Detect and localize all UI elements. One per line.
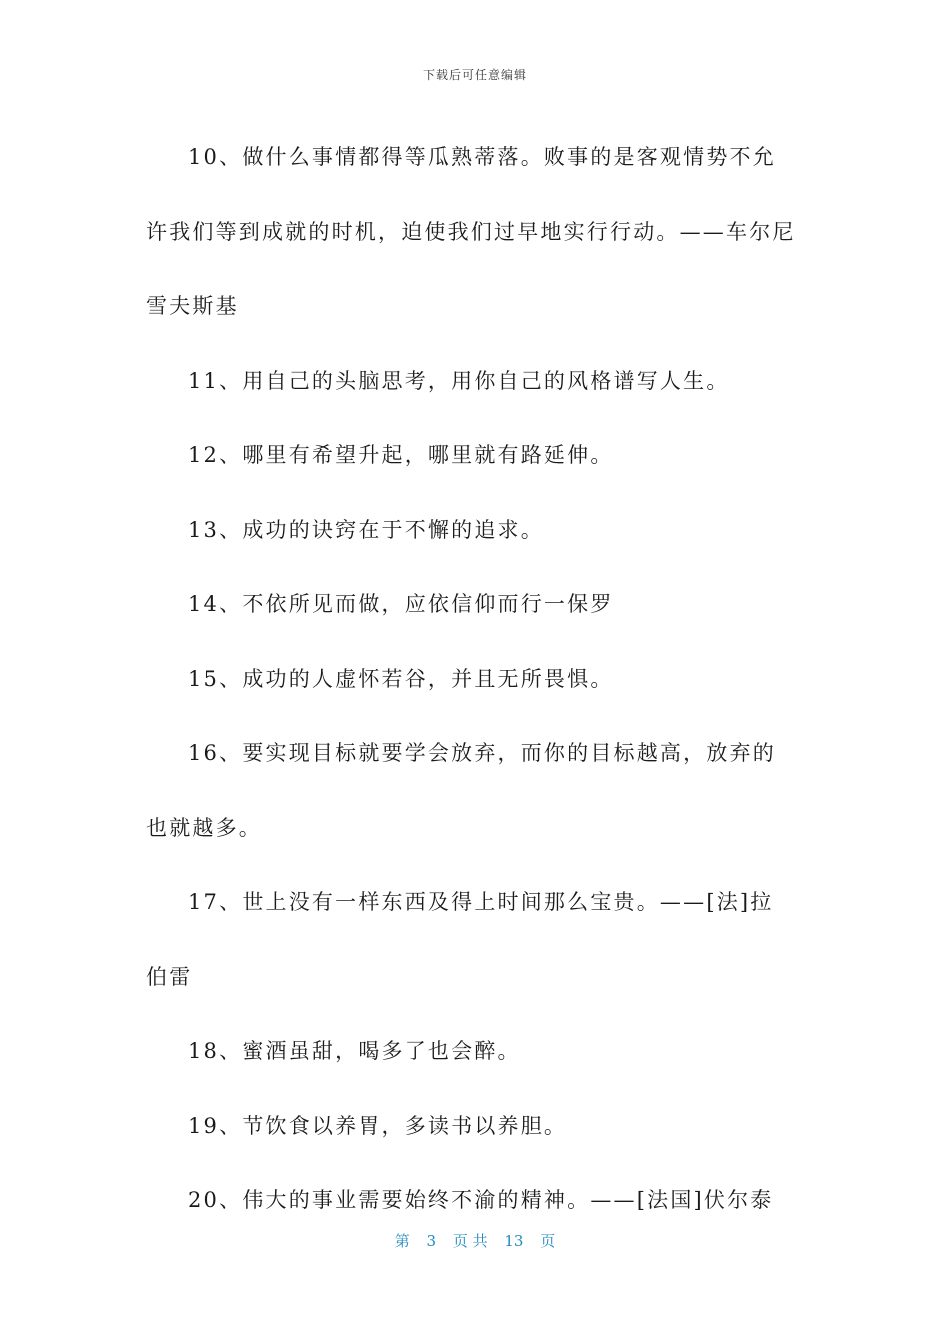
document-body (146, 120, 796, 1238)
footer-prefix: 第 (394, 1232, 410, 1250)
paragraph-20: 20、伟大的事业需要始终不渝的精神。——[法国]伏尔泰 (188, 1188, 774, 1212)
footer-total-pages: 13 (504, 1232, 524, 1250)
paragraph-10: 10、做什么事情都得等瓜熟蒂落。败事的是客观情势不允许我们等到成就的时机，迫使我们过早地实行行动。——车尔尼雪夫斯基 (146, 145, 796, 318)
paragraph-17: 17、世上没有一样东西及得上时间那么宝贵。——[法]拉伯雷 (146, 890, 774, 989)
footer-middle: 页 共 (452, 1232, 488, 1250)
paragraph-15: 15、成功的人虚怀若谷，并且无所畏惧。 (188, 666, 614, 691)
paragraph-16: 16、要实现目标就要学会放弃，而你的目标越高，放弃的也就越多。 (146, 741, 776, 840)
paragraph-19: 19、节饮食以养胃，多读书以养胆。 (188, 1113, 568, 1138)
header-note: 下载后可任意编辑 (422, 68, 527, 82)
paragraph-14: 14、不依所见而做，应依信仰而行一保罗 (188, 592, 614, 616)
paragraph-12: 12、哪里有希望升起，哪里就有路延伸。 (188, 443, 614, 467)
page-footer (0, 1230, 950, 1251)
paragraph-11: 11、用自己的头脑思考，用你自己的风格谱写人生。 (188, 368, 730, 393)
footer-current-page: 3 (426, 1232, 437, 1250)
footer-suffix: 页 (540, 1232, 556, 1250)
paragraph-13: 13、成功的诀窍在于不懈的追求。 (188, 517, 544, 542)
paragraph-18: 18、蜜酒虽甜，喝多了也会醉。 (188, 1039, 521, 1063)
